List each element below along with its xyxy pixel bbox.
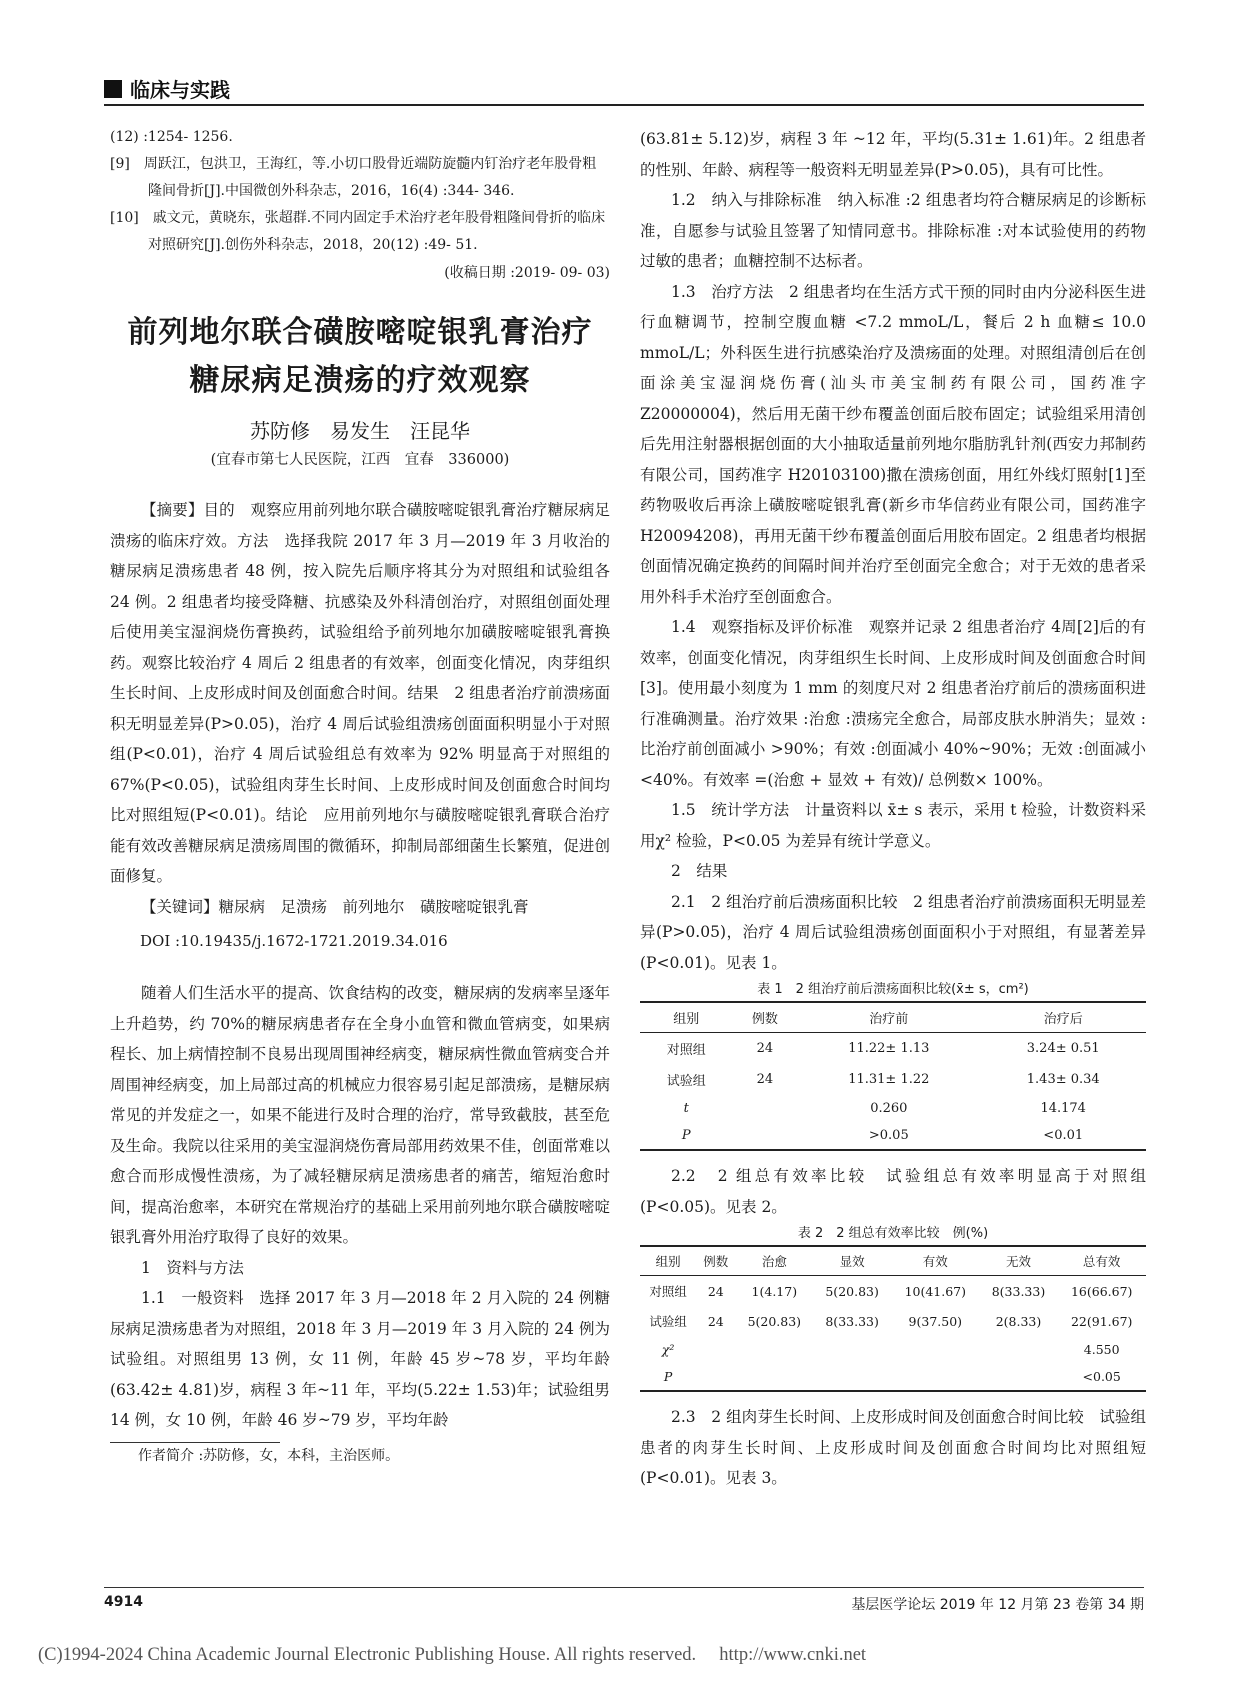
table-header-cell: 例数	[696, 1246, 735, 1276]
section-2-3: 2.3 2 组肉芽生长时间、上皮形成时间及创面愈合时间比较 试验组患者的肉芽生长时间、上皮形成时间及创面愈合时间均比对照组短(P<0.01)。见表 3。	[640, 1408, 1146, 1487]
table-cell: 11.22± 1.13	[848, 1041, 930, 1056]
section-1-1: 1.1 一般资料 选择 2017 年 3 月—2018 年 2 月入院的 24 例糖尿病足溃疡患者为对照组，2018 年 3 月—2019 年 3 月入院的 24 例为试验组。对照组男 13 例，女 11 例，年龄 45 岁~78 岁，平均年龄(63.42± 4.81)岁，病程 3 年~11 年，平均(5.22± 1.53)年；试验组男 14 例，女 10 例，年龄 46 岁~79 岁，平均年龄	[110, 1289, 610, 1429]
table-header-cell: 组别	[640, 1246, 696, 1276]
table-cell: 24	[756, 1072, 774, 1087]
section-1-3: 1.3 治疗方法 2 组患者均在生活方式干预的同时由内分泌科医生进行血糖调节，控制空腹血糖 <7.2 mmoL/L，餐后 2 h 血糖≤ 10.0 mmoL/L；外科医生进行抗感染治疗及溃疡面的处理。对照组清创后在创面涂美宝湿润烧伤膏(汕头市美宝制药有限公司，国药准字 Z20000004)，然后用无菌干纱布覆盖创面后胶布固定；试验组采用清创后先用注射器根据创面的大小抽取适量前列地尔脂肪乳针剂(西安力邦制药有限公司，国药准字 H20103100)撒在溃疡创面，用红外线灯照射[1]至药物吸收后再涂上磺胺嘧啶银乳膏(新乡市华信药业有限公司，国药准字 H20094208)，再用无菌干纱布覆盖创面后用胶布固定。2 组患者均根据创面情况确定换药的间隔时间并治疗至创面完全愈合；对于无效的患者采用外科手术治疗至创面愈合。	[640, 282, 1146, 606]
table-cell	[813, 1363, 891, 1391]
table-row	[640, 1064, 1146, 1095]
table-cell: 试验组	[649, 1314, 687, 1329]
section-1-2: 1.2 纳入与排除标准 纳入标准 :2 组患者均符合糖尿病足的诊断标准，自愿参与试验且签署了知情同意书。排除标准 :对本试验使用的药物过敏的患者；血糖控制不达标者。	[640, 191, 1146, 270]
table-cell: 0.260	[870, 1101, 908, 1116]
table-row	[640, 1276, 1146, 1307]
doi: DOI :10.19435/j.1672-1721.2019.34.016	[140, 932, 448, 950]
table-cell: 8(33.33)	[825, 1313, 879, 1329]
page-number: 4914	[104, 1594, 143, 1610]
table-cell: 4.550	[1083, 1342, 1120, 1357]
table-cell: 9(37.50)	[908, 1313, 963, 1329]
table-cell: 16(66.67)	[1070, 1283, 1133, 1299]
reference-item: [9] 周跃江，包洪卫，王海红，等.小切口股骨近端防旋髓内钉治疗老年股骨粗隆间骨折[J].中国微创外科杂志，2016，16(4) :344- 346.	[110, 156, 597, 199]
table-cell	[980, 1363, 1058, 1391]
authors: 苏防修 易发生 汪昆华	[250, 419, 470, 443]
table-cell	[696, 1336, 735, 1363]
table-row	[640, 1095, 1146, 1122]
section-label: 临床与实践	[130, 78, 230, 102]
table-cell: χ²	[661, 1342, 675, 1357]
section-1-5: 1.5 统计学方法 计量资料以 x̄± s 表示，采用 t 检验，计数资料采用χ² 检验，P<0.05 为差异有统计学意义。	[640, 801, 1146, 850]
table-header-cell: 显效	[813, 1246, 891, 1276]
table-cell: P	[640, 1363, 696, 1391]
header-rule	[104, 104, 1144, 106]
table-cell: 对照组	[666, 1043, 706, 1058]
table-header-cell: 无效	[980, 1246, 1058, 1276]
table-header-row	[640, 1246, 1146, 1276]
table-cell: 10(41.67)	[904, 1283, 967, 1299]
table-header-cell: 组别	[640, 1002, 733, 1033]
table-cell	[735, 1363, 813, 1391]
table-cell: 11.31± 1.22	[848, 1072, 930, 1087]
table-cell: 14.174	[1040, 1101, 1086, 1116]
table-cell: 24	[707, 1313, 724, 1329]
table-cell: 5(20.83)	[747, 1313, 802, 1329]
table-header-cell: 治疗后	[980, 1002, 1146, 1033]
table-cell: 22(91.67)	[1070, 1313, 1133, 1329]
title-line-1: 前列地尔联合磺胺嘧啶银乳膏治疗	[127, 315, 593, 350]
table-cell: 3.24± 0.51	[1026, 1041, 1100, 1056]
abstract: 【摘要】目的 观察应用前列地尔联合磺胺嘧啶银乳膏治疗糖尿病足溃疡的临床疗效。方法 选择我院 2017 年 3 月—2019 年 3 月收治的糖尿病足溃疡患者 48 例，按入院先后顺序将其分为对照组和试验组各 24 例。2 组患者均接受降糖、抗感染及外科清创治疗，对照组创面处理后使用美宝湿润烧伤膏换药，试验组给予前列地尔加磺胺嘧啶银乳膏换药。观察比较治疗 4 周后 2 组患者的有效率，创面变化情况，肉芽组织生长时间、上皮形成时间及创面愈合时间。结果 2 组患者治疗前溃疡面积无明显差异(P>0.05)，治疗 4 周后试验组溃疡创面面积明显小于对照组(P<0.01)，治疗 4 周后试验组总有效率为 92% 明显高于对照组的 67%(P<0.05)，试验组肉芽生长时间、上皮形成时间及创面愈合时间均比对照组短(P<0.01)。结论 应用前列地尔与磺胺嘧啶银乳膏联合治疗能有效改善糖尿病足溃疡周围的微循环，抑制局部细菌生长繁殖，促进创面修复。	[110, 501, 610, 885]
intro-paragraph: 随着人们生活水平的提高、饮食结构的改变，糖尿病的发病率呈逐年上升趋势，约 70%的糖尿病患者存在全身小血管和微血管病变，如果病程长、加上病情控制不良易出现周围神经病变，糖尿病性微血管病变合并周围神经病变，加上局部过高的机械应力很容易引起足部溃疡，是糖尿病常见的并发症之一，如果不能进行及时合理的治疗，常导致截肢，甚至危及生命。我院以往采用的美宝湿润烧伤膏局部用药效果不佳，创面常难以愈合而形成慢性溃疡，为了减轻糖尿病足溃疡患者的痛苦，缩短治愈时间，提高治愈率，本研究在常规治疗的基础上采用前列地尔联合磺胺嘧啶银乳膏外用治疗取得了良好的效果。	[110, 984, 610, 1246]
article-title	[110, 309, 610, 405]
footnote-rule	[110, 1442, 280, 1443]
table-1-caption: 表 1 2 组治疗前后溃疡面积比较(x̄± s，cm²)	[757, 982, 1029, 997]
table-cell	[980, 1336, 1058, 1363]
table-cell: 24	[756, 1041, 774, 1056]
table-cell: 1.43± 0.34	[1026, 1072, 1100, 1087]
reference-item: (12) :1254- 1256.	[110, 129, 233, 145]
table-cell: >0.05	[797, 1122, 980, 1150]
table-cell	[733, 1122, 798, 1150]
table-1	[640, 1001, 1146, 1151]
table-cell	[733, 1095, 798, 1122]
title-line-2: 糖尿病足溃疡的疗效观察	[189, 363, 531, 398]
section-2-1: 2.1 2 组治疗前后溃疡面积比较 2 组患者治疗前溃疡面积无明显差异(P>0.05)，治疗 4 周后试验组溃疡创面面积小于对照组，有显著差异(P<0.01)。见表 1。	[640, 892, 1146, 972]
table-cell: <0.05	[1057, 1363, 1146, 1391]
table-cell	[891, 1363, 980, 1391]
section-tag	[104, 74, 230, 103]
section-2-heading: 2 结果	[671, 862, 728, 880]
footer-rule	[104, 1587, 1144, 1588]
section-2-2: 2.2 2 组总有效率比较 试验组总有效率明显高于对照组(P<0.05)。见表 2。	[640, 1167, 1146, 1216]
table-cell	[696, 1363, 735, 1391]
table-2	[640, 1245, 1146, 1392]
table-cell: 试验组	[666, 1074, 706, 1089]
right-column	[640, 124, 1146, 1494]
table-header-cell: 有效	[891, 1246, 980, 1276]
section-1-4: 1.4 观察指标及评价标准 观察并记录 2 组患者治疗 4周[2]后的有效率，创面变化情况，肉芽组织生长时间、上皮形成时间及创面愈合时间[3]。使用最小刻度为 1 mm 的刻度尺对 2 组患者治疗前后的溃疡面积进行准确测量。治疗效果 :治愈 :溃疡完全愈合，局部皮肤水肿消失；显效 :比治疗前创面减小 >90%；有效 :创面减小 40%~90%；无效 :创面减小 <40%。有效率 =(治愈 + 显效 + 有效)/ 总例数× 100%。	[640, 618, 1146, 789]
table-header-row	[640, 1002, 1146, 1033]
table-header-cell: 治疗前	[797, 1002, 980, 1033]
section-square-icon	[104, 80, 122, 98]
table-cell: 24	[707, 1283, 724, 1299]
table-cell	[735, 1336, 813, 1363]
table-row	[640, 1363, 1146, 1391]
journal-info: 基层医学论坛 2019 年 12 月第 23 卷第 34 期	[851, 1597, 1144, 1613]
left-column	[110, 124, 610, 1467]
author-footnote: 作者简介 :苏防修，女，本科，主治医师。	[138, 1447, 400, 1464]
table-cell: 2(8.33)	[995, 1313, 1042, 1329]
table-cell: P	[640, 1122, 733, 1150]
table-row	[640, 1033, 1146, 1065]
table-cell: 5(20.83)	[825, 1283, 879, 1299]
table-cell: 8(33.33)	[991, 1283, 1046, 1299]
table-cell	[813, 1336, 891, 1363]
table-cell: t	[683, 1101, 689, 1116]
table-cell: <0.01	[980, 1122, 1146, 1150]
copyright-notice: (C)1994-2024 China Academic Journal Electronic Publishing House. All rights reserved. http://www.cnki.net	[38, 1645, 867, 1665]
keywords: 【关键词】糖尿病 足溃疡 前列地尔 磺胺嘧啶银乳膏	[141, 897, 529, 916]
reference-item: [10] 戚文元，黄晓东，张超群.不同内固定手术治疗老年股骨粗隆间骨折的临床对照研究[J].创伤外科杂志，2018，20(12) :49- 51.	[110, 210, 606, 253]
general-info-continued: (63.81± 5.12)岁，病程 3 年 ~12 年，平均(5.31± 1.61)年。2 组患者的性别、年龄、病程等一般资料无明显差异(P>0.05)，具有可比性。	[640, 130, 1146, 179]
table-row	[640, 1122, 1146, 1150]
table-header-cell: 总有效	[1057, 1246, 1146, 1276]
table-cell: 对照组	[649, 1284, 687, 1299]
table-2-caption: 表 2 2 组总有效率比较 例(%)	[797, 1226, 989, 1241]
table-cell	[891, 1336, 980, 1363]
table-header-cell: 治愈	[735, 1246, 813, 1276]
table-row	[640, 1306, 1146, 1336]
section-1-heading: 1 资料与方法	[141, 1258, 244, 1277]
table-row	[640, 1336, 1146, 1363]
affiliation: (宜春市第七人民医院，江西 宜春 336000)	[210, 452, 510, 468]
table-cell: 1(4.17)	[751, 1283, 798, 1299]
received-date: (收稿日期 :2019- 09- 03)	[444, 265, 610, 281]
table-header-cell: 例数	[733, 1002, 798, 1033]
